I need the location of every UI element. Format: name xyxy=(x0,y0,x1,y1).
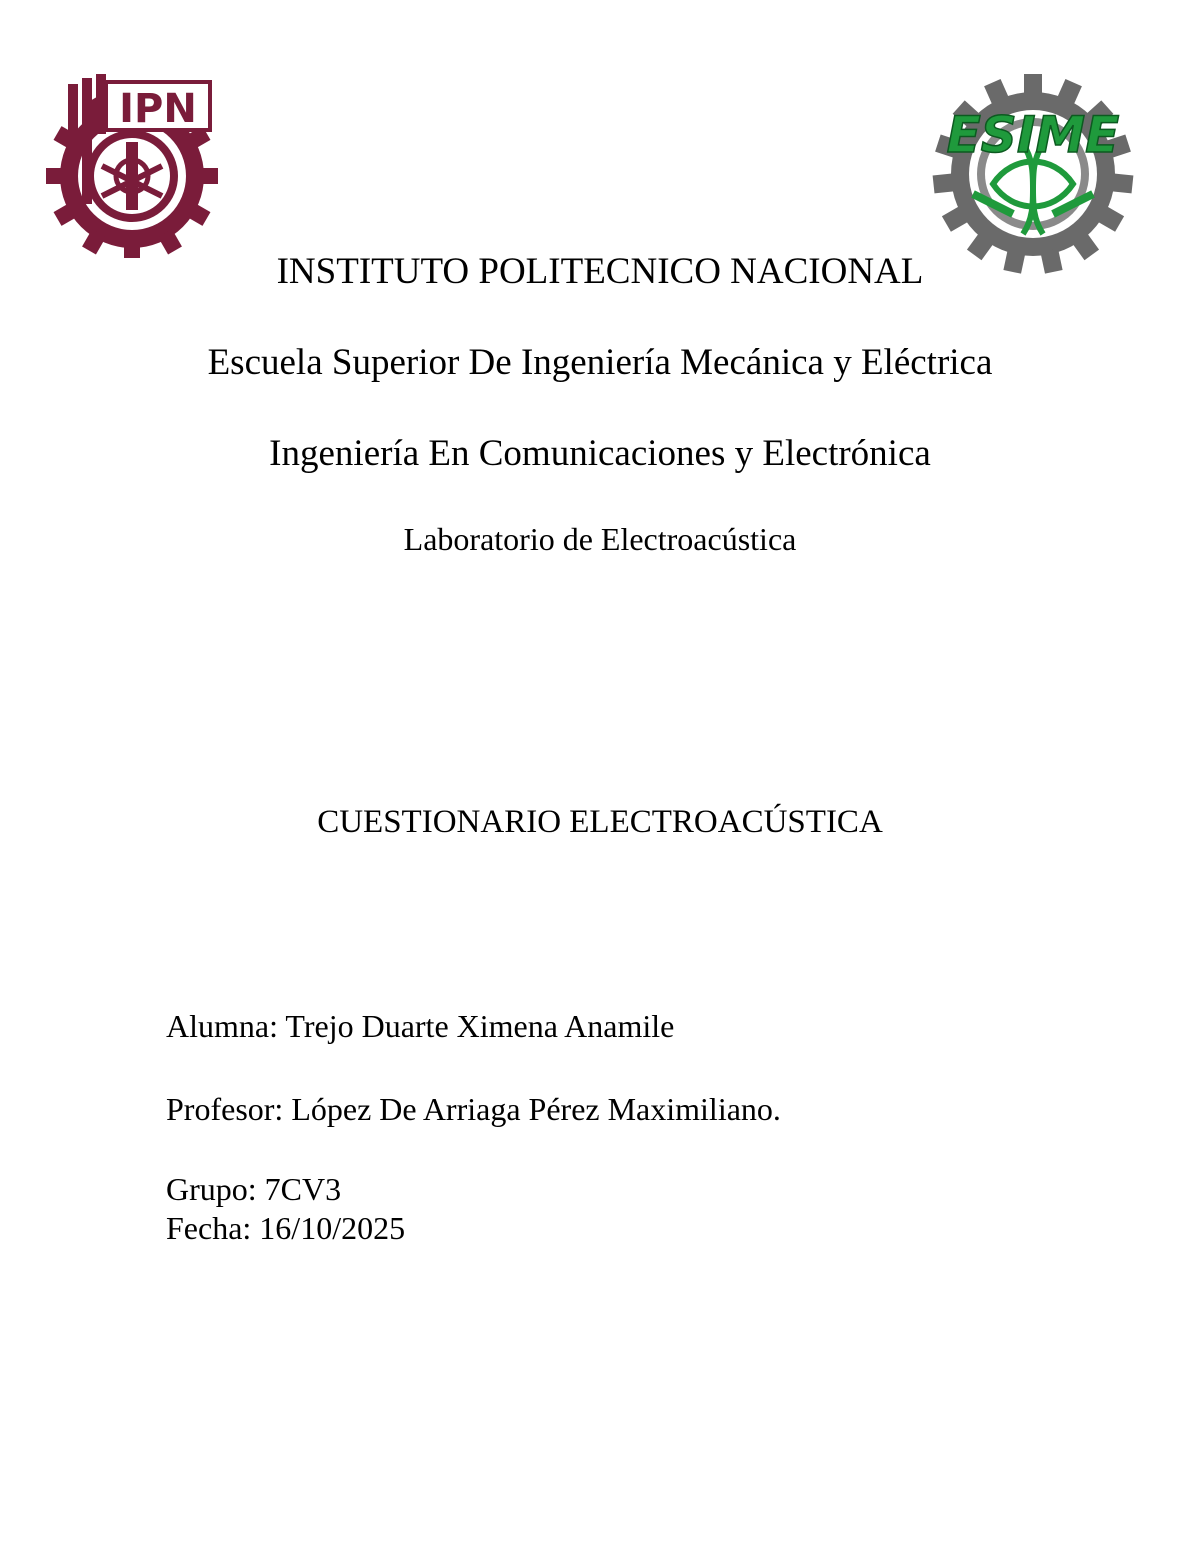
professor-line: Profesor: López De Arriaga Pérez Maximiliano. xyxy=(166,1091,781,1127)
group-line: Grupo: 7CV3 xyxy=(166,1171,342,1207)
esime-logo-graphic xyxy=(928,62,1138,277)
ipn-logo-graphic xyxy=(40,68,220,258)
date-line: Fecha: 16/10/2025 xyxy=(166,1210,406,1246)
ipn-logo xyxy=(40,68,220,258)
institute-name: INSTITUTO POLITECNICO NACIONAL xyxy=(276,251,924,292)
esime-logo xyxy=(928,62,1138,277)
document-title: CUESTIONARIO ELECTROACÚSTICA xyxy=(317,804,883,840)
ipn-logo-letters: IPN xyxy=(119,86,197,132)
school-name: Escuela Superior De Ingeniería Mecánica y Eléctrica xyxy=(207,342,993,383)
student-line: Alumna: Trejo Duarte Ximena Anamile xyxy=(166,1008,675,1044)
lab-name: Laboratorio de Electroacústica xyxy=(403,521,797,557)
career-name: Ingeniería En Comunicaciones y Electrónica xyxy=(269,433,931,474)
esime-logo-letters: ESIME xyxy=(946,106,1120,164)
